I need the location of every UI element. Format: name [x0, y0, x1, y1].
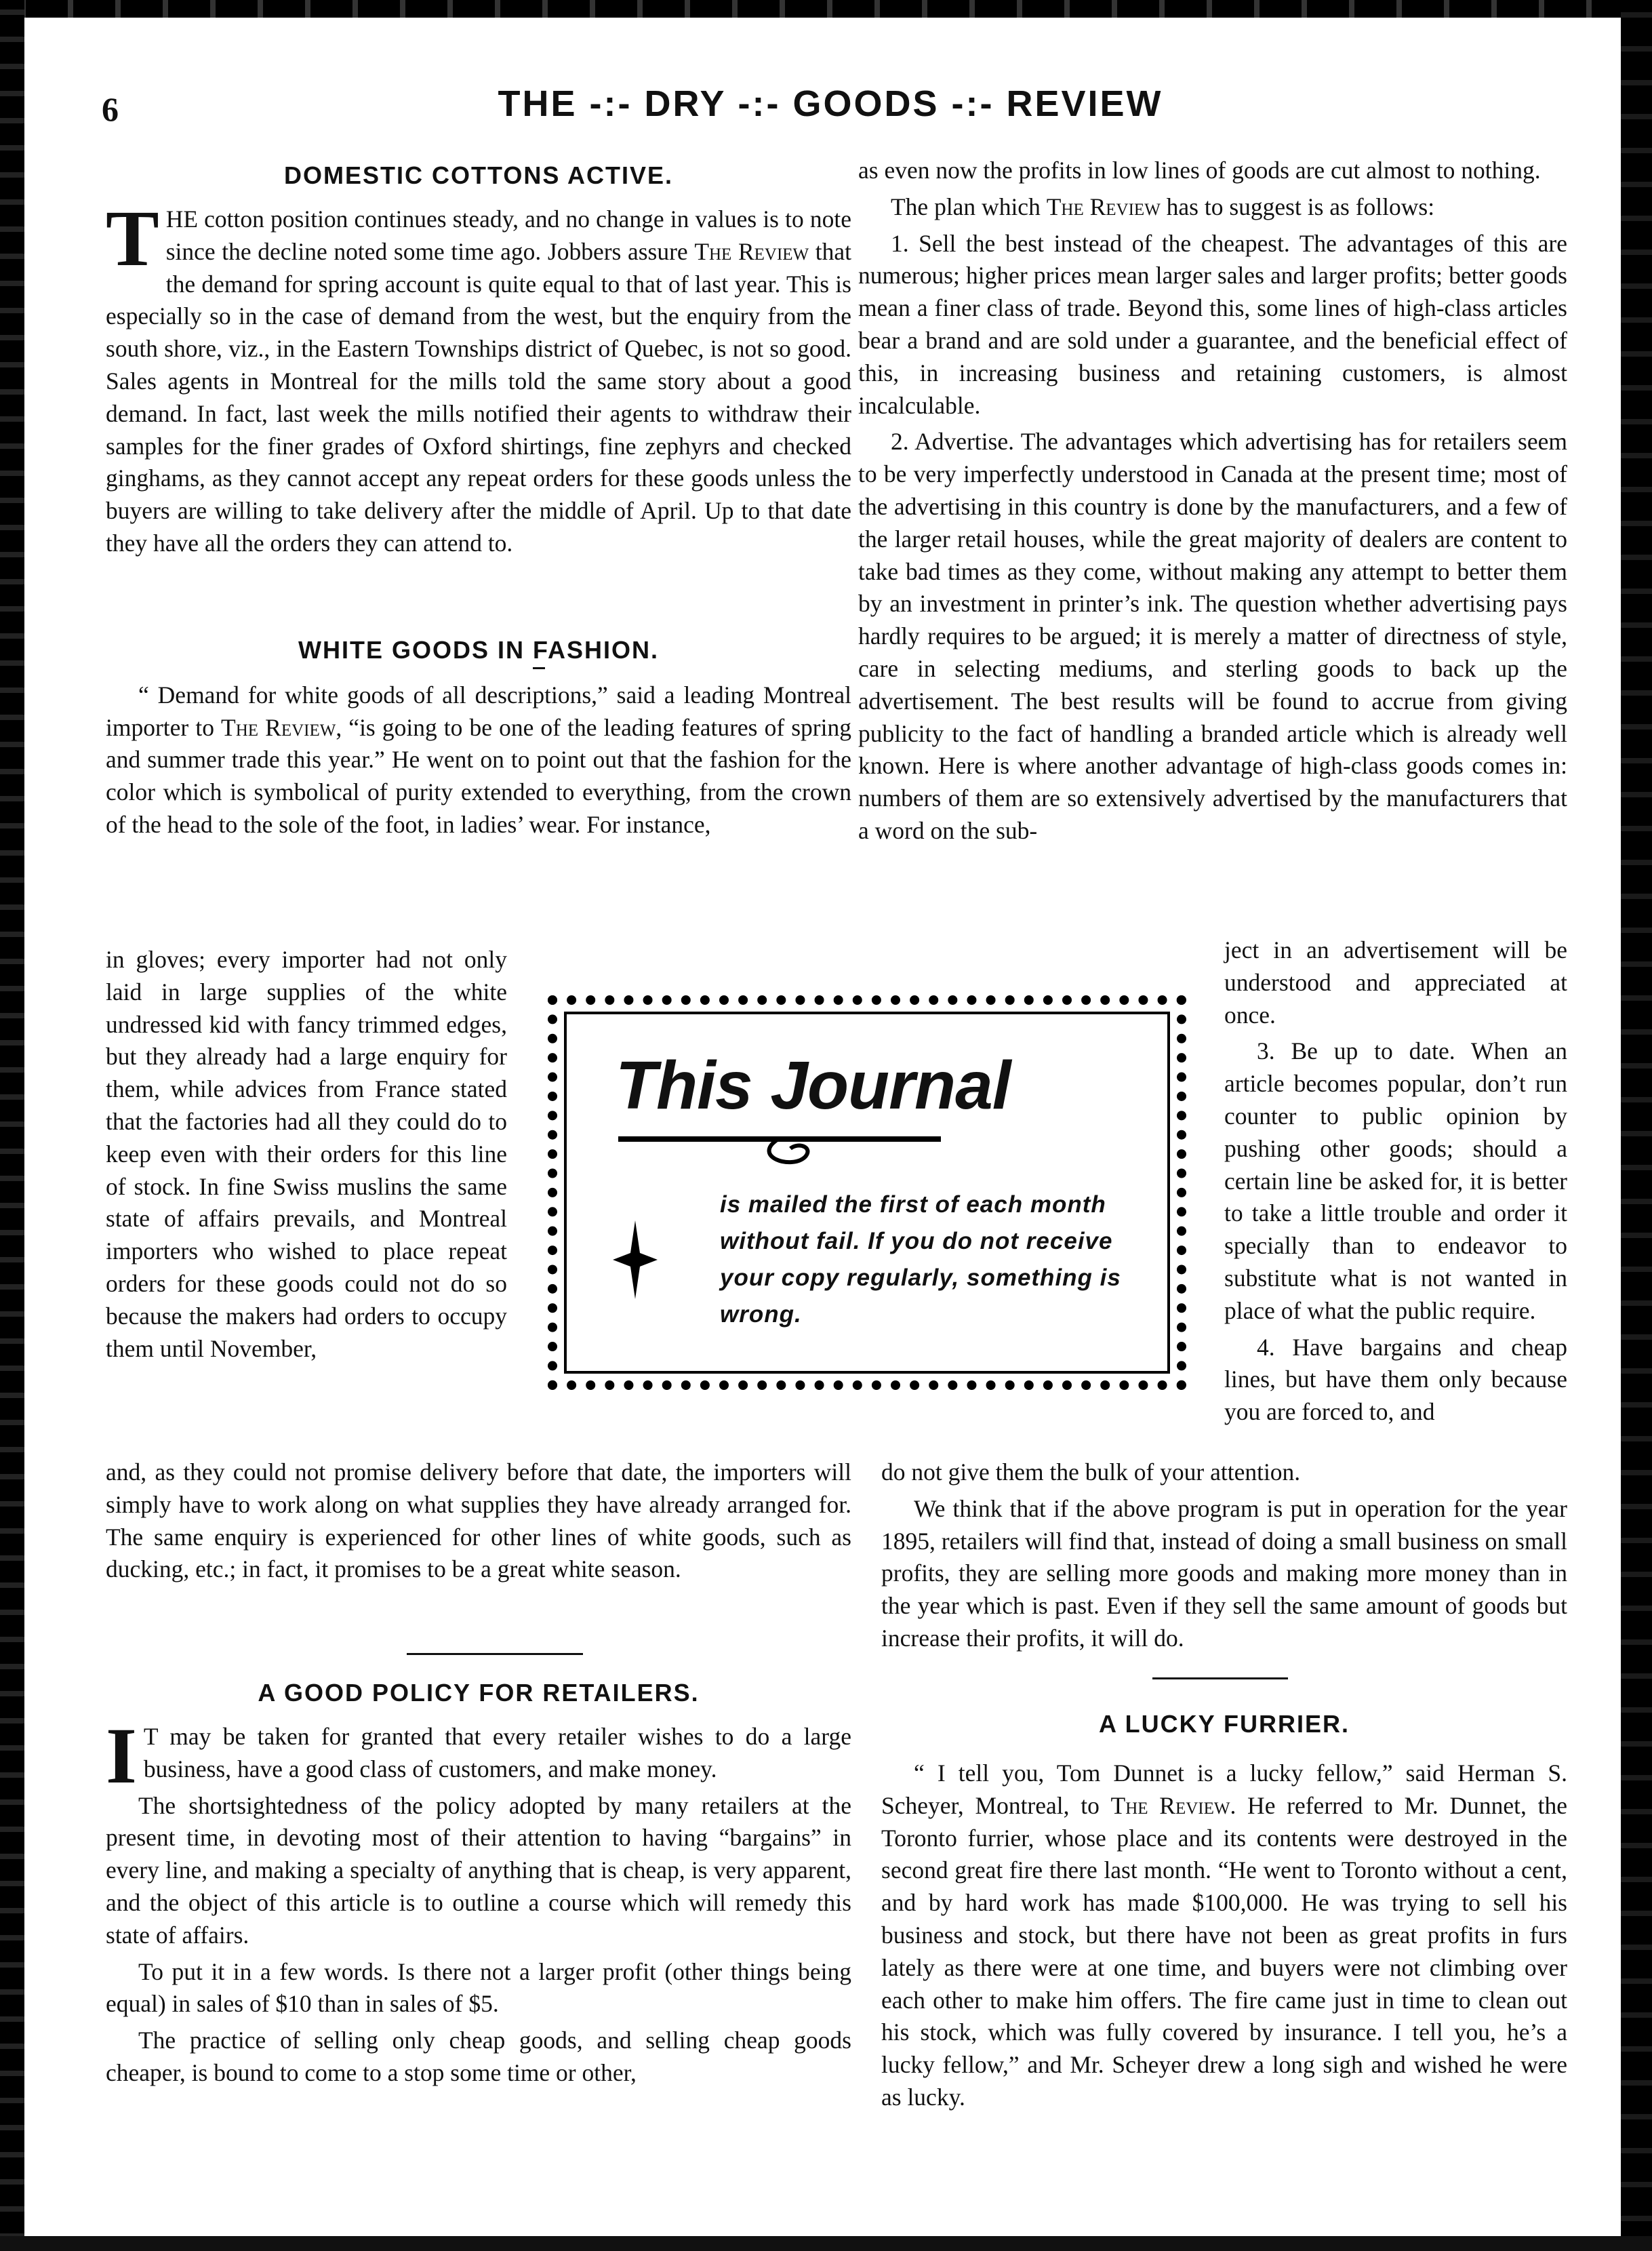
white-goods-narrow	[106, 944, 507, 1369]
heading-domestic-cottons: DOMESTIC COTTONS ACTIVE.	[283, 161, 674, 189]
plan-intro: The plan which The Review has to suggest is as follows:	[891, 193, 1435, 220]
policy-continued: as even now the profits in low lines of goods are cut almost to nothing.	[858, 157, 1541, 184]
furrier-paragraph: “ I tell you, Tom Dunnet is a lucky fellow,” said Herman S. Scheyer, Montreal, to The Review. He referred to Mr. Dunnet, the Toronto furrier, whose place and its contents were destroyed in the second great fire there last month. “He went to Toronto without a cent, and by hard work has made $100,000. He was trying to sell his business and stock, but there have not been as great profits in furs lately as there were at one time, and buyers were not climbing over each other to make him offers. The fire came just in time to clean out his stock, which was fully covered by insurance. I tell you, he’s a lucky fellow,” and Mr. Scheyer drew a long sigh and wished he were as lucky.	[881, 1759, 1567, 2111]
policy-paragraph-2: The shortsightedness of the policy adopted by many retailers at the present time, in devoting most of their attention to having “bargains” in every line, and making a specialty of anything that is cheap, is very apparent, and the object of this article is to outline a course which will remedy this state of affairs.	[106, 1791, 851, 1949]
white-goods-paragraph: “ Demand for white goods of all descriptions,” said a leading Montreal importer to The Review, “is going to be one of the leading features of spring and summer trade this year.” He went on to point out that the fashion for the color which is symbolical of purity extended to everything, from the crown of the head to the sole of the foot, in ladies’ wear. For instance,	[106, 681, 851, 838]
point-3: 3. Be up to date. When an article becomes popular, don’t run counter to public opinion by pushing other goods; should a certain line be asked for, it is better to take a little trouble and order it specially than to endeavor to substitute what is not wanted in place of what the public require.	[1224, 1037, 1567, 1324]
section-dash	[533, 667, 545, 669]
policy-paragraph-3: To put it in a few words. Is there not a larger profit (other things being equal) in sales of $10 than in sales of $5.	[106, 1957, 851, 2018]
point-4-end: do not give them the bulk of your attention.	[881, 1458, 1301, 1486]
white-goods-narrow-paragraph: in gloves; every importer had not only laid in large supplies of the white undressed kid with fancy trimmed edges, but they already had a large enquiry for them, while advices from France stated that the factories had all they could do to keep even with their orders for this line of stock. In fine Swiss muslins the same state of affairs prevails, and Montreal importers who wished to place repeat orders for these goods could not do so because the makers had orders to occupy them until November,	[106, 946, 507, 1362]
drop-cap-t: T	[106, 194, 159, 283]
scan-edge-right	[1621, 0, 1652, 2251]
page-number: 6	[102, 90, 119, 128]
section-rule-right	[1152, 1677, 1288, 1679]
heading-white-goods: WHITE GOODS IN FASHION.	[298, 635, 660, 664]
right-column-narrow	[1224, 934, 1567, 1433]
white-goods-paragraph-2: and, as they could not promise delivery before that date, the importers will simply have to work along on what supplies they have already arranged for. The same enquiry is experienced for other lines of white goods, such as ducking, etc.; in fact, it promises to be a great white season.	[106, 1458, 851, 1583]
section-rule-left	[407, 1653, 583, 1655]
closing-paragraph: We think that if the above program is put in operation for the year 1895, retailers will find that, instead of doing a small business on small profits, they are selling more goods and making more money than in the year which is past. Even if they sell the same amount of goods but increase their profits, it will do.	[881, 1494, 1567, 1652]
point-2: 2. Advertise. The advantages which advertising has for retailers seem to be very imperfectly understood in Canada at the present time; most of the advertising in this country is done by the manufacturers, and a few of the larger retail houses, while the great majority of dealers are content to take bad times as they come, without making any attempt to better them by an investment in printer’s ink. The question whether advertising pays hardly requires to be argued; it is merely a matter of directness of style, care in selecting mediums, and sterling goods to back up the advertisement. The best results will be found to accrue from giving publicity to the fact of handling a branded article which is already well known. Here is where another advantage of high-class goods comes in: numbers of them are so extensively advertised by the manufacturers that a word on the sub-	[858, 428, 1567, 844]
article-lucky-furrier	[881, 1710, 1567, 2118]
right-column-top	[858, 155, 1567, 852]
article-domestic-cottons	[106, 161, 851, 845]
heading-good-policy: A GOOD POLICY FOR RETAILERS.	[258, 1679, 700, 1707]
policy-paragraph-1: I T may be taken for granted that every retailer wishes to do a large business, have a good class of customers, and make money.	[106, 1711, 851, 1800]
swash-underline-icon	[616, 1130, 954, 1170]
fleuron-ornament-icon	[611, 1219, 659, 1300]
article-good-policy	[106, 1679, 851, 2094]
point-2-end: ject in an advertisement will be understood and appreciated at once.	[1224, 936, 1567, 1029]
right-column-bottom	[881, 1456, 1567, 1659]
domestic-paragraph: THE cotton position continues steady, and no change in values is to note since the decline noted some time ago. Jobbers assure The Review that the demand for spring account is quite equal to that of last year. This is especially so in the case of demand from the west, but the enquiry from the south shore, viz., in the Eastern Townships district of Quebec, is not so good. Sales agents in Montreal for the mills told the same story about a good demand. In fact, last week the mills notified their agents to withdraw their samples for the finer grades of Oxford shirtings, fine zephyrs and checked ginghams, as they cannot accept any repeat orders for these goods unless the buyers are willing to take delivery after the middle of April. Up to that date they have all the orders they can attend to.	[106, 194, 851, 557]
drop-cap-i: I	[106, 1711, 137, 1800]
scan-edge-bottom	[0, 2236, 1652, 2251]
heading-lucky-furrier: A LUCKY FURRIER.	[1098, 1710, 1350, 1738]
scan-edge-left	[0, 0, 24, 2251]
point-4: 4. Have bargains and cheap lines, but have them only because you are forced to, and	[1224, 1333, 1567, 1426]
notice-body: is mailed the first of each month without fail. If you do not receive your copy regularly, something is wrong.	[720, 1191, 1121, 1328]
running-title: THE -:- DRY -:- GOODS -:- REVIEW	[498, 83, 1163, 124]
policy-paragraph-4: The practice of selling only cheap goods, and selling cheap goods cheaper, is bound to come to a stop some time or other,	[106, 2027, 851, 2086]
scan-edge-top	[0, 0, 1652, 18]
point-1: 1. Sell the best instead of the cheapest. The advantages of this are numerous; higher prices mean larger sales and larger profits; better goods mean a finer class of trade. Beyond this, some lines of high-class articles bear a brand and are sold under a guarantee, and the beneficial effect of this, in increasing business and retaining customers, is almost incalculable.	[858, 229, 1567, 419]
white-goods-continuation	[106, 1456, 851, 1590]
notice-title: This Journal	[616, 1048, 1011, 1123]
this-journal-notice	[548, 995, 1186, 1390]
page-header	[102, 80, 1559, 141]
